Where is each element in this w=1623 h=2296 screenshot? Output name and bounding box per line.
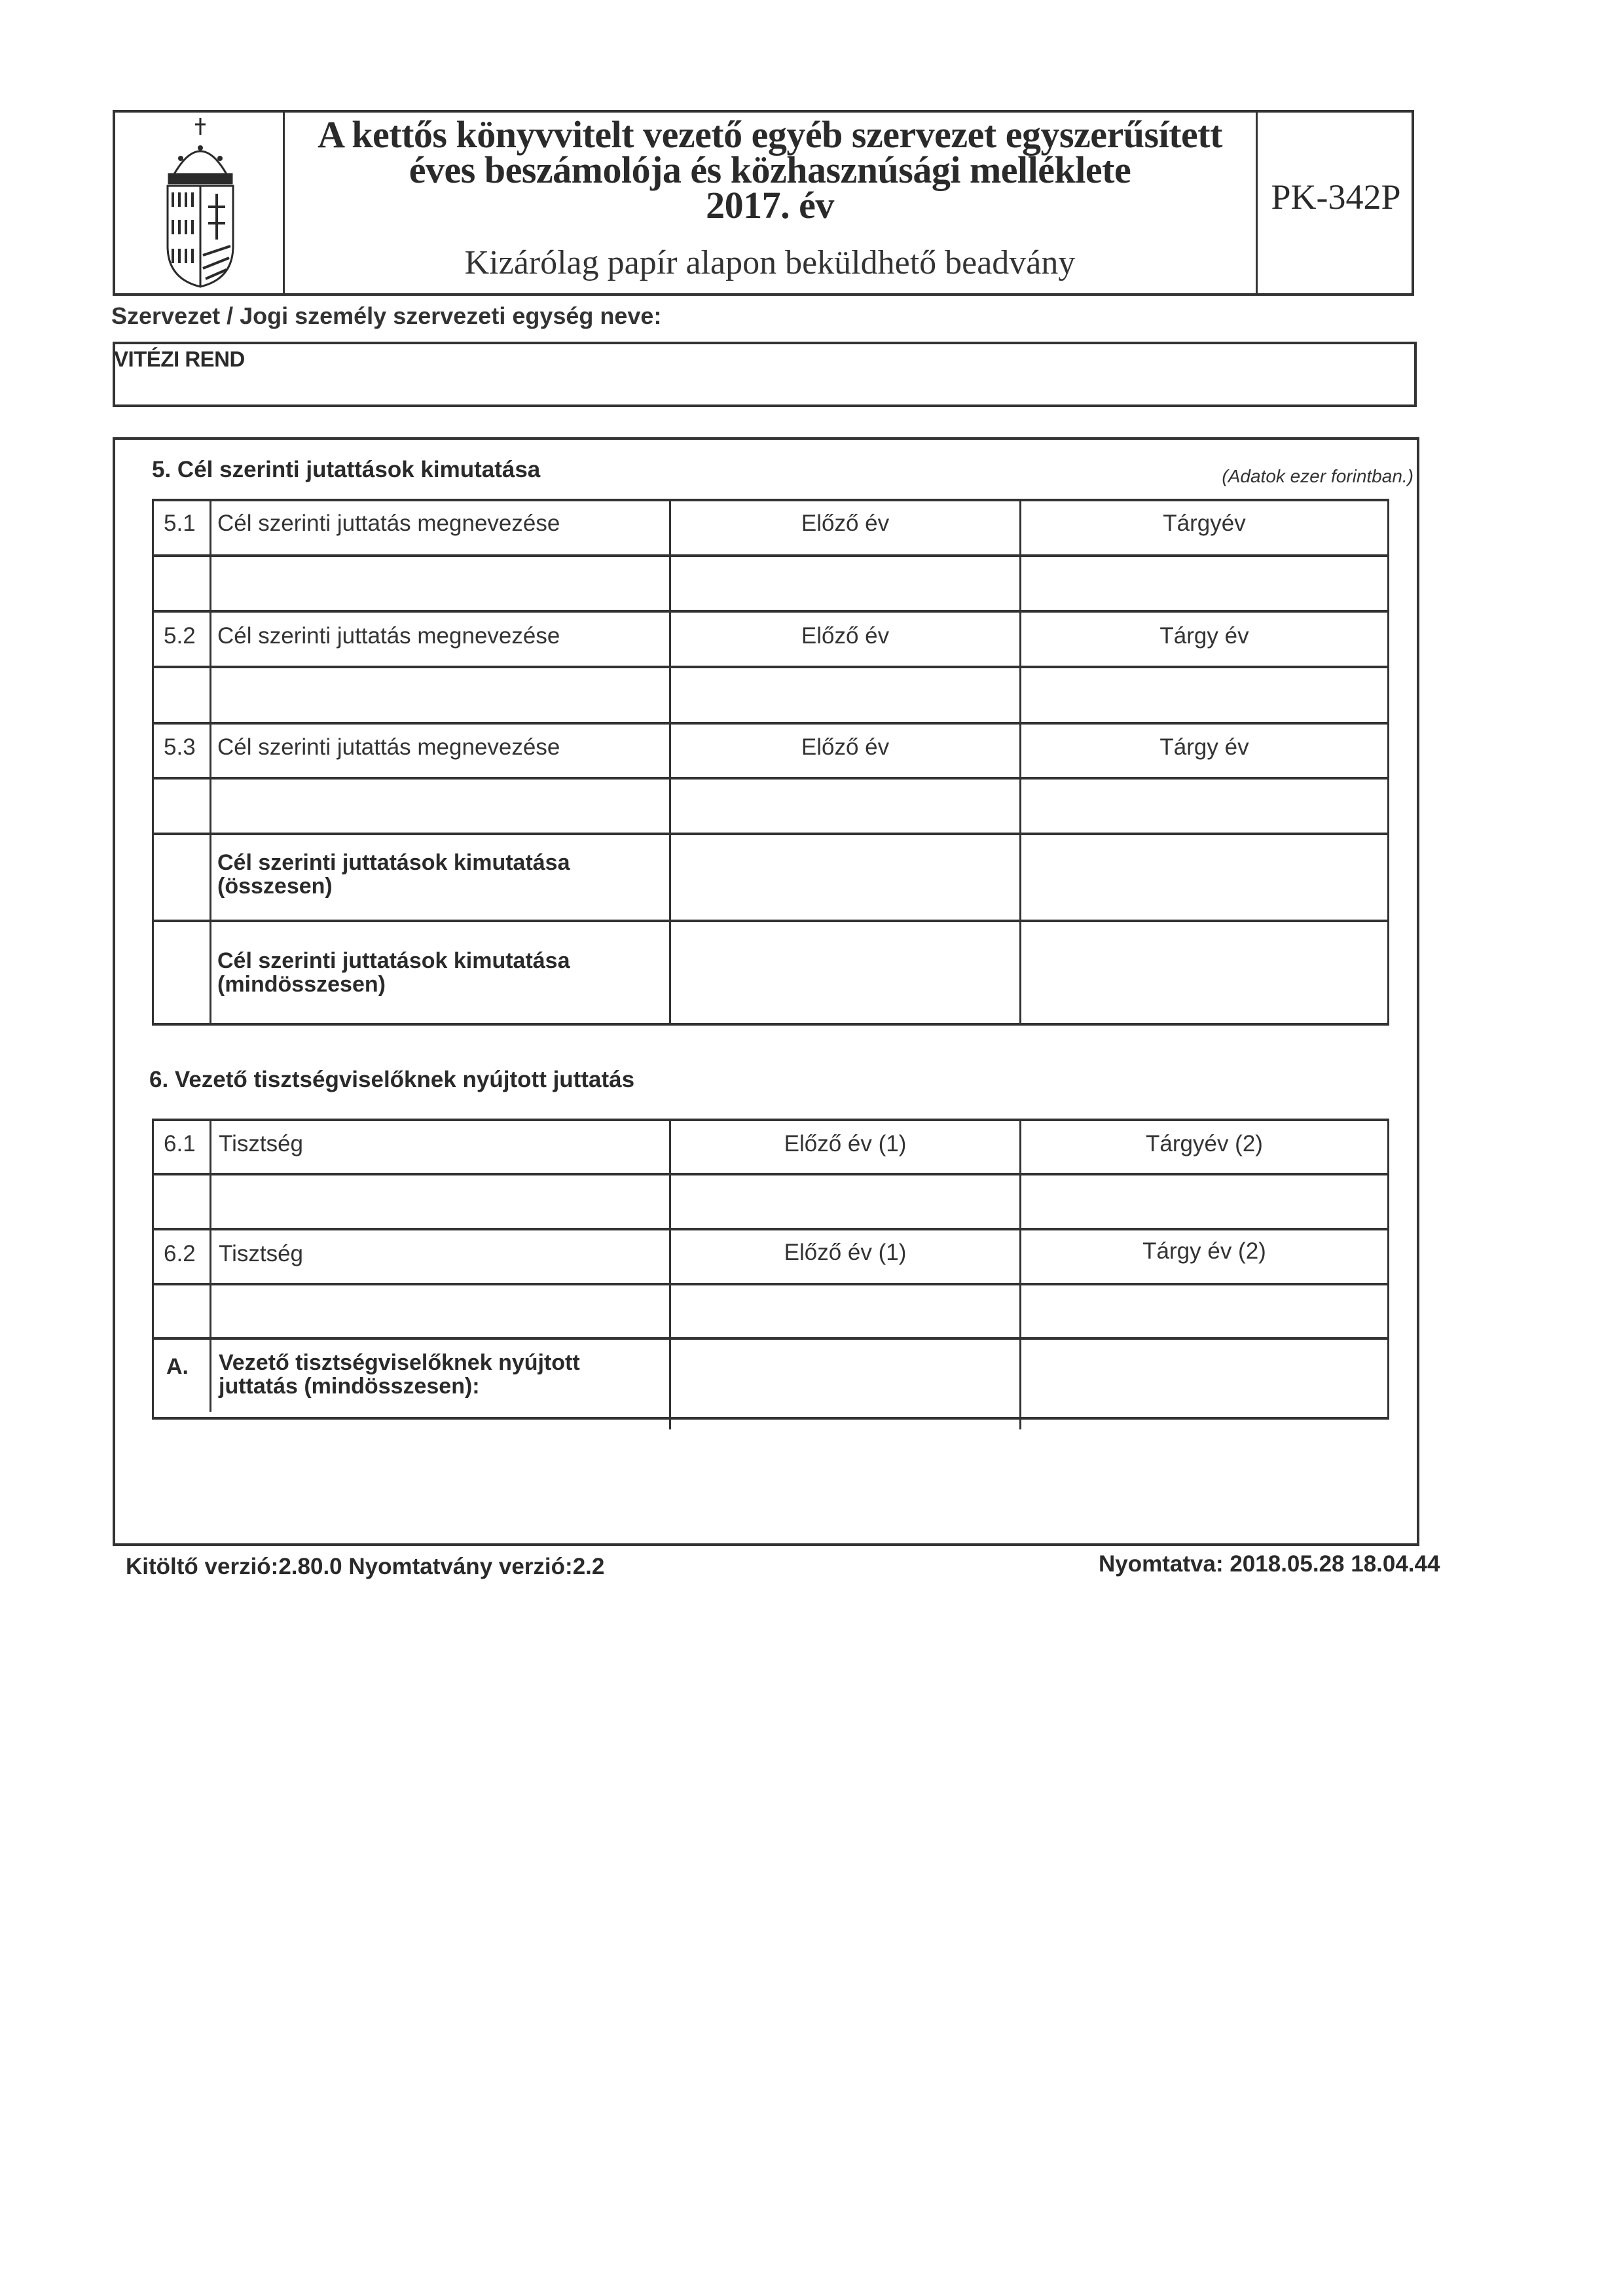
- table-border: [1387, 499, 1389, 1026]
- unit-note: (Adatok ezer forintban.): [1222, 466, 1413, 486]
- benefit-name-input[interactable]: [211, 780, 669, 833]
- section-6-title: 6. Vezető tisztségviselőknek nyújtott juttatás: [149, 1067, 635, 1092]
- column-header-previous-year: Előző év (1): [784, 1240, 907, 1265]
- column-header-name: Cél szerinti juttatás megnevezése: [217, 623, 560, 649]
- column-header-previous-year: Előző év: [801, 734, 890, 760]
- previous-year-input[interactable]: [671, 780, 1019, 833]
- previous-year-input[interactable]: [671, 668, 1019, 722]
- column-header-name: Cél szerinti juttatás megnevezése: [217, 511, 560, 536]
- current-year-input[interactable]: [1021, 668, 1387, 722]
- column-header-position: Tisztség: [219, 1131, 304, 1157]
- position-input[interactable]: [211, 1175, 669, 1228]
- table-border: [152, 1119, 154, 1420]
- table-border: [152, 1119, 1389, 1121]
- table-border: [1387, 1119, 1389, 1420]
- grand-total-label: Cél szerinti juttatások kimutatása (mindösszesen): [217, 948, 570, 997]
- row-number: 6.1: [164, 1131, 196, 1157]
- hungarian-coat-of-arms-icon: [155, 115, 246, 291]
- position-input[interactable]: [211, 1285, 669, 1337]
- leaders-total-label: Vezető tisztségviselőknek nyújtott juttatás (mindösszesen):: [219, 1350, 580, 1399]
- table-border: [152, 610, 1389, 613]
- table-border: [152, 1417, 1389, 1420]
- previous-year-input[interactable]: [671, 1285, 1019, 1337]
- column-header-current-year: Tárgyév: [1163, 511, 1246, 536]
- row-number: 5.3: [164, 734, 196, 760]
- table-border: [210, 1119, 211, 1412]
- organization-label: Szervezet / Jogi személy szervezeti egység neve:: [111, 302, 662, 329]
- current-year-input[interactable]: [1021, 1285, 1387, 1337]
- benefit-name-input[interactable]: [211, 557, 669, 610]
- header-divider: [283, 110, 285, 296]
- column-header-current-year: Tárgy év (2): [1142, 1238, 1266, 1264]
- column-header-current-year: Tárgy év: [1159, 623, 1249, 649]
- current-year-input[interactable]: [1021, 557, 1387, 610]
- organization-name-value: VITÉZI REND: [114, 347, 245, 371]
- organization-name-field[interactable]: [113, 342, 1417, 407]
- table-border: [152, 1023, 1389, 1026]
- form-title-line-2: éves beszámolója és közhasznúsági melléklete: [409, 149, 1131, 191]
- total-row-marker: A.: [166, 1354, 189, 1379]
- subtotal-current-year-input[interactable]: [1021, 835, 1387, 920]
- grand-total-previous-year-input[interactable]: [671, 922, 1019, 1023]
- subtotal-label: Cél szerinti juttatások kimutatása (összesen): [217, 850, 570, 899]
- form-code: PK-342P: [1271, 177, 1401, 217]
- previous-year-input[interactable]: [671, 557, 1019, 610]
- leaders-total-current-year-input[interactable]: [1021, 1340, 1387, 1417]
- current-year-input[interactable]: [1021, 1175, 1387, 1228]
- form-title-year: 2017. év: [706, 184, 834, 226]
- previous-year-input[interactable]: [671, 1175, 1019, 1228]
- table-border: [152, 499, 1389, 501]
- table-border: [152, 1228, 1389, 1230]
- form-subtitle: Kizárólag papír alapon beküldhető beadvány: [464, 244, 1076, 281]
- table-border: [152, 722, 1389, 725]
- benefit-name-input[interactable]: [211, 668, 669, 722]
- version-info: Kitöltő verzió:2.80.0 Nyomtatvány verzió:2.2: [126, 1554, 605, 1579]
- subtotal-previous-year-input[interactable]: [671, 835, 1019, 920]
- row-number: 6.2: [164, 1241, 196, 1266]
- table-border: [152, 499, 154, 1026]
- form-title-line-1: A kettős könyvvitelt vezető egyéb szervezet egyszerűsített: [318, 113, 1222, 156]
- leaders-total-previous-year-input[interactable]: [671, 1340, 1019, 1417]
- column-header-position: Tisztség: [219, 1241, 304, 1266]
- row-number: 5.2: [164, 623, 196, 649]
- column-header-previous-year: Előző év (1): [784, 1131, 907, 1157]
- current-year-input[interactable]: [1021, 780, 1387, 833]
- column-header-current-year: Tárgy év: [1159, 734, 1249, 760]
- print-timestamp: Nyomtatva: 2018.05.28 18.04.44: [1099, 1551, 1440, 1577]
- column-header-previous-year: Előző év: [801, 623, 890, 649]
- column-header-name: Cél szerinti jutattás megnevezése: [217, 734, 560, 760]
- column-header-current-year: Tárgyév (2): [1146, 1131, 1263, 1157]
- grand-total-current-year-input[interactable]: [1021, 922, 1387, 1023]
- section-5-title: 5. Cél szerinti jutattások kimutatása: [152, 457, 541, 482]
- column-header-previous-year: Előző év: [801, 511, 890, 536]
- row-number: 5.1: [164, 511, 196, 536]
